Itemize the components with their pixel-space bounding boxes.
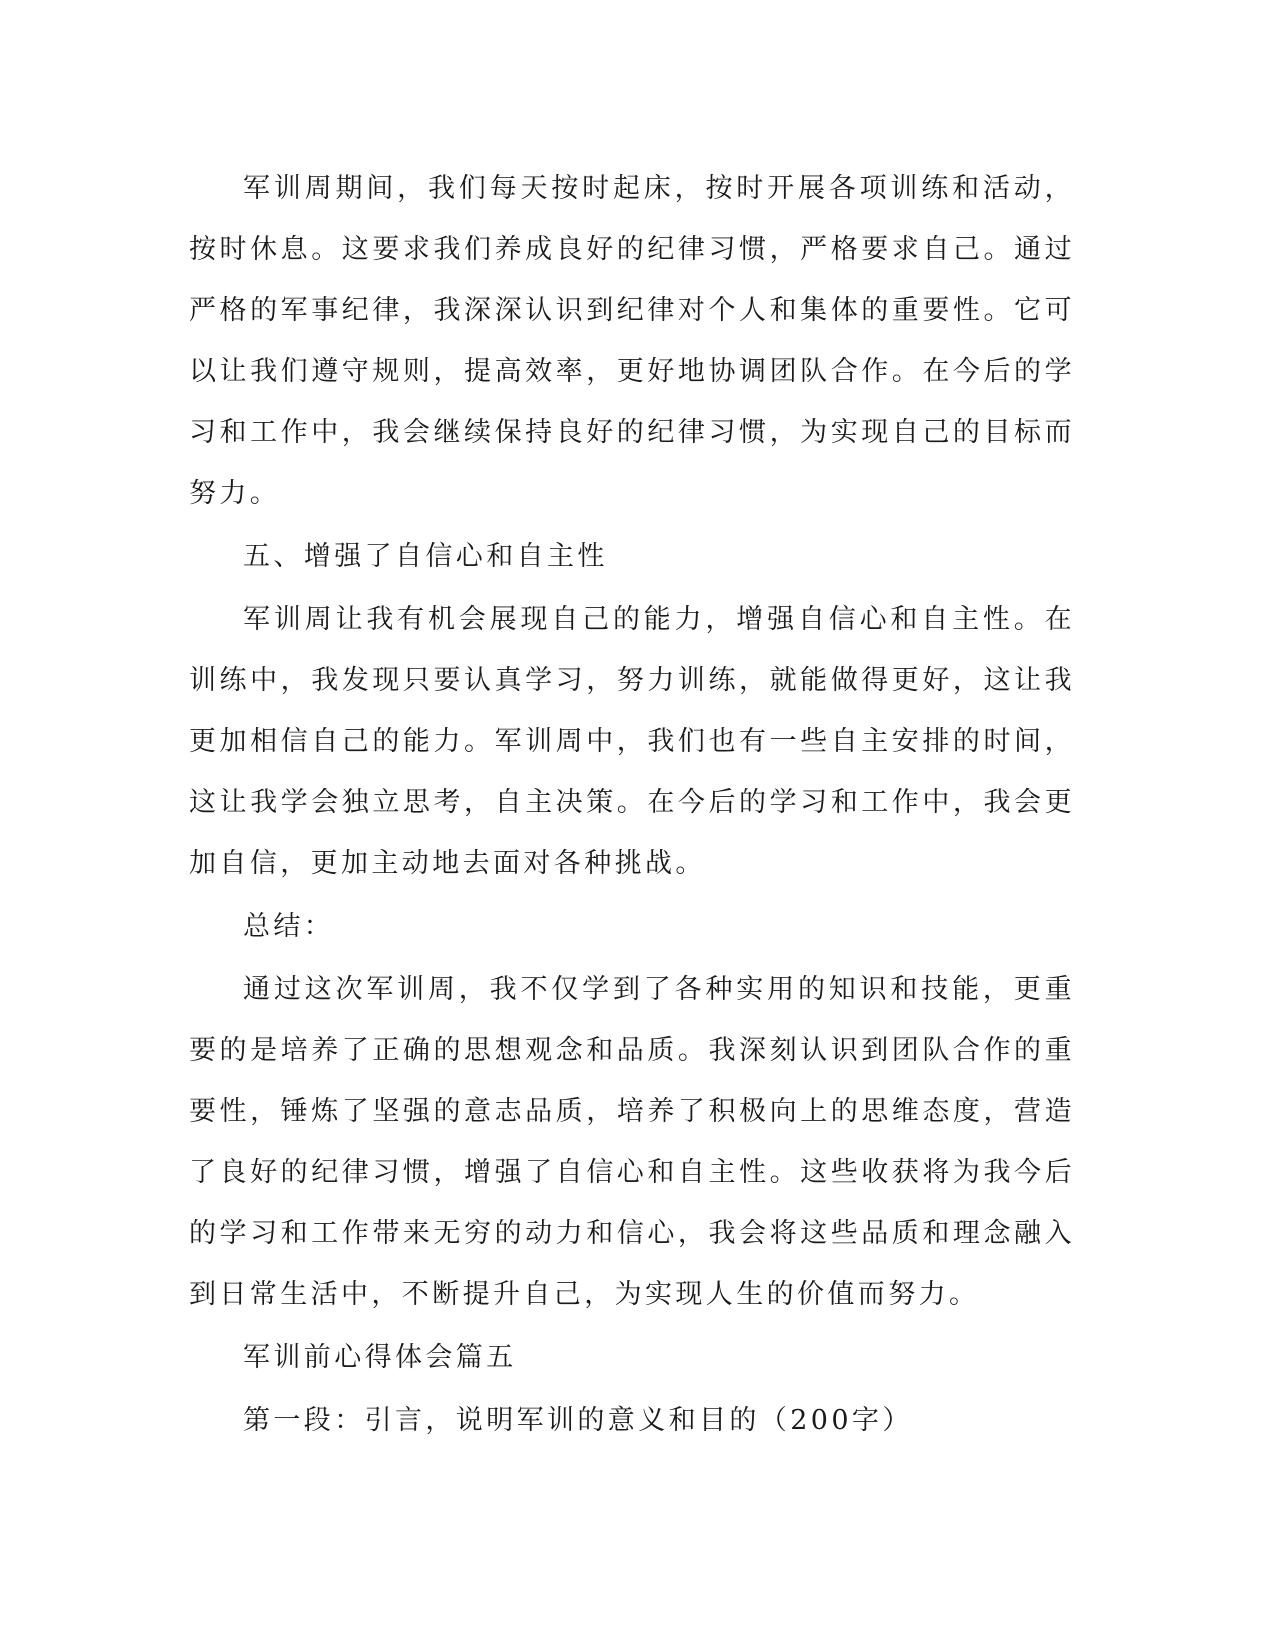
- article-title: 军训前心得体会篇五: [243, 1342, 517, 1373]
- document-body: [189, 158, 1075, 1451]
- section-heading-confidence: 五、增强了自信心和自主性: [243, 541, 608, 572]
- section-heading-intro: 第一段：引言，说明军训的意义和目的（200字）: [243, 1405, 913, 1436]
- paragraph-confidence: 军训周让我有机会展现自己的能力，增强自信心和自主性。在训练中，我发现只要认真学习，努力训练，就能做得更好，这让我更加相信自己的能力。军训周中，我们也有一些自主安排的时间，这让我学会独立思考，自主决策。在今后的学习和工作中，我会更加自信，更加主动地去面对各种挑战。: [189, 604, 1075, 879]
- summary-heading: 总结：: [243, 911, 335, 942]
- paragraph-discipline: 军训周期间，我们每天按时起床，按时开展各项训练和活动，按时休息。这要求我们养成良好的纪律习惯，严格要求自己。通过严格的军事纪律，我深深认识到纪律对个人和集体的重要性。它可以让我们遵守规则，提高效率，更好地协调团队合作。在今后的学习和工作中，我会继续保持良好的纪律习惯，为实现自己的目标而努力。: [189, 173, 1075, 509]
- paragraph-summary: 通过这次军训周，我不仅学到了各种实用的知识和技能，更重要的是培养了正确的思想观念和品质。我深刻认识到团队合作的重要性，锤炼了坚强的意志品质，培养了积极向上的思维态度，营造了良好的纪律习惯，增强了自信心和自主性。这些收获将为我今后的学习和工作带来无穷的动力和信心，我会将这些品质和理念融入到日常生活中，不断提升自己，为实现人生的价值而努力。: [189, 974, 1075, 1310]
